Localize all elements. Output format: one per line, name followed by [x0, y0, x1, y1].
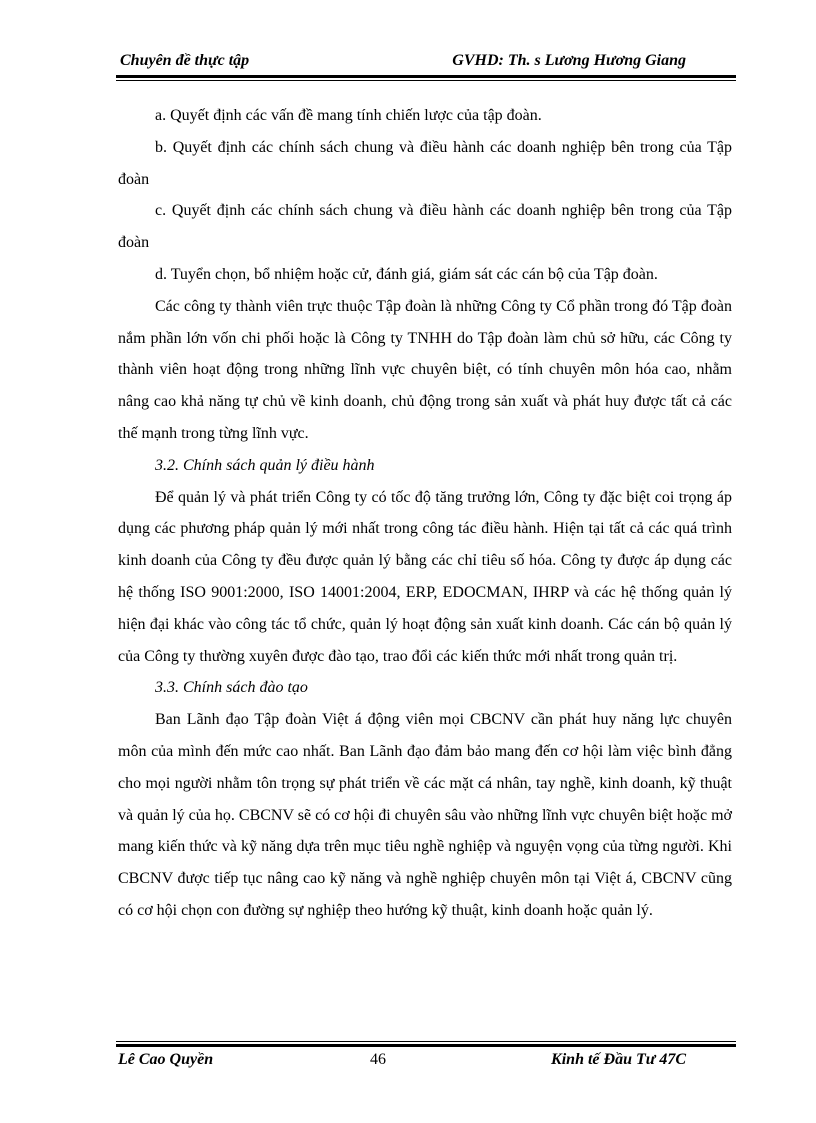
footer-author: Lê Cao Quyền [118, 1051, 214, 1068]
footer-rule-thin [116, 1041, 736, 1042]
body-text [118, 100, 732, 927]
paragraph-member-companies: Các công ty thành viên trực thuộc Tập đoàn là những Công ty Cổ phần trong đó Tập đoàn nắm phần lớn vốn chi phối hoặc là Công ty TNHH do Tập đoàn làm chủ sở hữu, các Công ty thành viên hoạt động trong những lĩnh vực chuyên biệt, có tính chuyên môn hóa cao, nhằm nâng cao khả năng tự chủ về kinh doanh, chủ động trong sản xuất và phát huy được tất cả các thế mạnh trong từng lĩnh vực. [118, 297, 732, 442]
paragraph-a: a. Quyết định các vấn đề mang tính chiến lược của tập đoàn. [155, 107, 542, 124]
page-footer [118, 1051, 736, 1075]
page-header [118, 50, 736, 74]
paragraph-management-policy: Để quản lý và phát triển Công ty có tốc độ tăng trưởng lớn, Công ty đặc biệt coi trọng áp dụng các phương pháp quản lý mới nhất trong công tác điều hành. Hiện tại tất cả các quá trình kinh doanh của Công ty đều được quản lý bằng các chỉ tiêu số hóa. Công ty được áp dụng các hệ thống ISO 9001:2000, ISO 14001:2004, ERP, EDOCMAN, IHRP và các hệ thống quản lý hiện đại khác vào công tác tổ chức, quản lý hoạt động sản xuất kinh doanh. Các cán bộ quản lý của Công ty thường xuyên được đào tạo, trao đổi các kiến thức mới nhất trong quản trị. [118, 488, 732, 665]
section-heading-3-2: 3.2. Chính sách quản lý điều hành [155, 456, 375, 474]
header-left-title: Chuyên đề thực tập [120, 52, 250, 69]
paragraph-c: c. Quyết định các chính sách chung và điều hành các doanh nghiệp bên trong của Tập đoàn [118, 202, 732, 252]
paragraph-b: b. Quyết định các chính sách chung và điều hành các doanh nghiệp bên trong của Tập đoàn [118, 138, 732, 188]
footer-rule-thick [116, 1044, 736, 1047]
header-rule-thin [116, 80, 736, 81]
paragraph-d: d. Tuyển chọn, bổ nhiệm hoặc cử, đánh giá, giám sát các cán bộ của Tập đoàn. [155, 265, 658, 283]
paragraph-training-policy: Ban Lãnh đạo Tập đoàn Việt á động viên mọi CBCNV cần phát huy năng lực chuyên môn của mình đến mức cao nhất. Ban Lãnh đạo đảm bảo mang đến cơ hội làm việc bình đẳng cho mọi người nhằm tôn trọng sự phát triển về các mặt cá nhân, tay nghề, kinh doanh, kỹ thuật và quản lý của họ. CBCNV sẽ có cơ hội đi chuyên sâu vào những lĩnh vực chuyên biệt hoặc mở mang kiến thức và kỹ năng dựa trên mục tiêu nghề nghiệp và nguyện vọng của từng người. Khi CBCNV được tiếp tục nâng cao kỹ năng và nghề nghiệp chuyên môn tại Việt á, CBCNV cũng có cơ hội chọn con đường sự nghiệp theo hướng kỹ thuật, kinh doanh hoặc quản lý. [118, 711, 732, 919]
header-right-advisor: GVHD: Th. s Lương Hương Giang [452, 52, 686, 69]
page-number: 46 [370, 1051, 386, 1068]
header-rule-thick [116, 75, 736, 78]
footer-class: Kinh tế Đầu Tư 47C [551, 1051, 686, 1068]
section-heading-3-3: 3.3. Chính sách đào tạo [155, 679, 308, 697]
